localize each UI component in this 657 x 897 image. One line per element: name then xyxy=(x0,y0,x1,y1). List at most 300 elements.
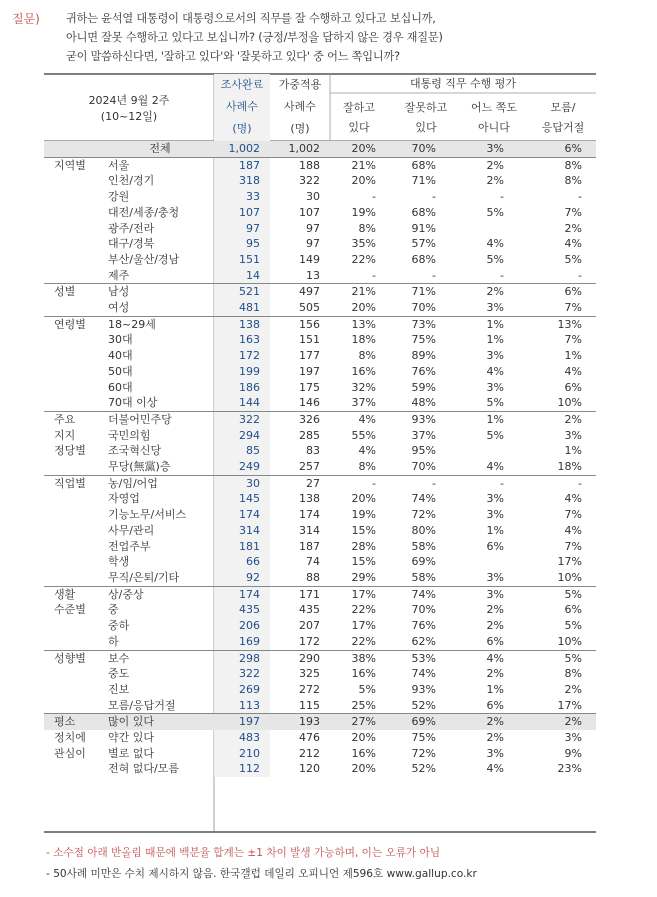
pct-neither: 3% xyxy=(450,586,522,602)
pct-neither: 4% xyxy=(486,364,504,378)
pct-good: 20% xyxy=(351,301,376,315)
sample-survey: 186 xyxy=(214,380,270,396)
pct-neither: 3% xyxy=(486,746,504,760)
sample-weighted: 149 xyxy=(299,252,320,266)
sample-weighted: 74 xyxy=(306,555,320,569)
sample-weighted: 175 xyxy=(299,380,320,394)
pct-bad: 75% xyxy=(411,333,436,347)
pct-good: - xyxy=(372,268,376,282)
pct-good: 20% xyxy=(351,492,376,506)
table-row xyxy=(44,268,596,284)
pct-bad: 57% xyxy=(411,237,436,251)
row-sub-label: 많이 있다 xyxy=(106,714,214,730)
pct-dk: 13% xyxy=(522,316,596,332)
pct-dk: 2% xyxy=(564,682,582,696)
pct-dk: 8% xyxy=(522,157,596,173)
sample-survey: 294 xyxy=(214,428,270,444)
pct-dk: 1% xyxy=(564,444,582,458)
pct-dk: 10% xyxy=(557,396,582,410)
row-sub-label: 강원 xyxy=(108,190,130,204)
pct-bad: 58% xyxy=(411,539,436,553)
sample-survey: 481 xyxy=(214,300,270,316)
sample-survey: 14 xyxy=(214,268,270,284)
table-row xyxy=(44,316,596,332)
pct-good: 38% xyxy=(328,650,386,666)
pct-neither: 2% xyxy=(450,284,522,300)
pct-dk: 2% xyxy=(522,411,596,427)
sample-survey: 298 xyxy=(214,650,270,666)
pct-good: 17% xyxy=(328,586,386,602)
pct-neither: 1% xyxy=(486,523,504,537)
table-row xyxy=(44,173,596,189)
sample-survey: 92 xyxy=(214,570,270,586)
row-group-label: 평소 xyxy=(44,714,106,730)
sample-weighted: 322 xyxy=(299,174,320,188)
pct-bad: 76% xyxy=(411,364,436,378)
pct-bad: 75% xyxy=(411,731,436,745)
pct-dk: - xyxy=(578,190,582,204)
sample-weighted: 290 xyxy=(270,650,328,666)
row-group-label xyxy=(44,348,106,364)
table-row xyxy=(44,507,596,523)
pct-bad: 80% xyxy=(411,523,436,537)
sample-survey: 113 xyxy=(214,698,270,714)
sample-weighted: 83 xyxy=(306,444,320,458)
pct-dk: 4% xyxy=(564,364,582,378)
table-row xyxy=(44,459,596,475)
pct-neither: 1% xyxy=(450,411,522,427)
sample-weighted: 120 xyxy=(299,762,320,776)
pct-neither: 3% xyxy=(486,301,504,315)
pct-neither: - xyxy=(500,190,504,204)
pct-dk: - xyxy=(578,268,582,282)
pct-dk: 2% xyxy=(564,221,582,235)
table-row xyxy=(44,634,596,650)
table-row xyxy=(44,411,596,427)
pct-dk: 5% xyxy=(564,619,582,633)
table-header xyxy=(44,74,596,141)
sample-survey: 210 xyxy=(214,746,270,762)
row-group-label xyxy=(44,570,106,586)
row-sub-label: 대구/경북 xyxy=(108,237,155,251)
pct-dk: 10% xyxy=(557,570,582,584)
pct-neither: 2% xyxy=(450,714,522,730)
row-group-label xyxy=(44,395,106,411)
row-sub-label: 제주 xyxy=(108,268,130,282)
row-sub-label: 국민의힘 xyxy=(108,428,151,442)
pct-bad: 91% xyxy=(411,221,436,235)
pct-good: 22% xyxy=(351,603,376,617)
pct-good: 37% xyxy=(351,396,376,410)
sample-weighted: 314 xyxy=(299,523,320,537)
pct-bad: 68% xyxy=(411,252,436,266)
sample-survey: 107 xyxy=(214,205,270,221)
row-group-label xyxy=(44,507,106,523)
sample-survey: 269 xyxy=(214,682,270,698)
sample-weighted: 272 xyxy=(299,682,320,696)
table-row xyxy=(44,236,596,252)
sample-weighted: 27 xyxy=(270,475,328,491)
table-row xyxy=(44,141,596,157)
col-bad: 잘못하고 있다 xyxy=(404,101,448,134)
sample-survey: 169 xyxy=(214,634,270,650)
pct-good: 4% xyxy=(358,444,376,458)
pct-neither: 4% xyxy=(450,650,522,666)
pct-good: 18% xyxy=(351,333,376,347)
pct-bad: 73% xyxy=(386,316,450,332)
pct-neither: 6% xyxy=(486,698,504,712)
row-group-label xyxy=(44,236,106,252)
sample-survey: 322 xyxy=(214,666,270,682)
row-group-label: 연령별 xyxy=(44,316,106,332)
pct-bad: 74% xyxy=(386,586,450,602)
row-sub-label: 서울 xyxy=(106,157,214,173)
pct-neither: 2% xyxy=(486,619,504,633)
table-row xyxy=(44,698,596,714)
question-label: 질문) xyxy=(12,12,40,26)
row-group-label xyxy=(44,141,106,157)
row-sub-label: 전업주부 xyxy=(108,539,151,553)
sample-survey: 95 xyxy=(214,236,270,252)
table-row xyxy=(44,618,596,634)
sample-weighted: 97 xyxy=(306,237,320,251)
sample-weighted: 325 xyxy=(299,667,320,681)
weighted-col: 가중적용 사례수 (명) xyxy=(278,78,322,135)
row-sub-label: 남성 xyxy=(106,284,214,300)
row-group-label xyxy=(44,252,106,268)
sample-survey: 249 xyxy=(214,459,270,475)
row-sub-label: 40대 xyxy=(108,349,133,363)
pct-good: 28% xyxy=(351,539,376,553)
pct-neither: 1% xyxy=(450,316,522,332)
row-sub-label: 대전/세종/충청 xyxy=(108,205,180,219)
pct-good: 19% xyxy=(351,508,376,522)
table-row xyxy=(44,746,596,762)
pct-good: 22% xyxy=(351,634,376,648)
sample-survey: 85 xyxy=(214,443,270,459)
pct-good: 20% xyxy=(351,174,376,188)
row-sub-label: 농/임/어업 xyxy=(106,475,214,491)
row-sub-label: 여성 xyxy=(108,301,130,315)
table-row xyxy=(44,539,596,555)
row-sub-label: 사무/관리 xyxy=(108,523,155,537)
row-sub-label: 전체 xyxy=(106,141,214,157)
col-dk: 모름/ 응답거절 xyxy=(541,101,585,134)
row-sub-label: 기능노무/서비스 xyxy=(108,508,187,522)
pct-bad: 70% xyxy=(386,141,450,157)
question-line-2: 아니면 잘못 수행하고 있다고 보십니까? (긍정/부정을 답하지 않은 경우 재질문) xyxy=(66,31,443,44)
sample-weighted: 476 xyxy=(299,731,320,745)
table-row xyxy=(44,570,596,586)
row-group-label xyxy=(44,491,106,507)
table-row xyxy=(44,443,596,459)
row-group-label xyxy=(44,268,106,284)
row-group-label xyxy=(44,539,106,555)
pct-dk: 2% xyxy=(522,714,596,730)
sample-weighted: 197 xyxy=(299,364,320,378)
pct-neither: 2% xyxy=(486,603,504,617)
row-group-label: 생활 xyxy=(44,586,106,602)
row-sub-label: 60대 xyxy=(108,380,133,394)
pct-neither: 2% xyxy=(486,174,504,188)
sample-weighted: 207 xyxy=(299,619,320,633)
sample-weighted: 156 xyxy=(270,316,328,332)
pct-neither: 4% xyxy=(486,460,504,474)
sample-survey: 435 xyxy=(214,602,270,618)
row-sub-label: 70대 이상 xyxy=(108,396,158,410)
pct-bad: 70% xyxy=(411,460,436,474)
pct-good: 17% xyxy=(351,619,376,633)
sample-weighted: 177 xyxy=(299,349,320,363)
table-row xyxy=(44,300,596,316)
pct-good: 20% xyxy=(351,762,376,776)
pct-neither: 6% xyxy=(486,539,504,553)
col-good: 잘하고 있다 xyxy=(343,101,375,134)
pct-dk: 6% xyxy=(564,380,582,394)
row-group-label xyxy=(44,364,106,380)
pct-bad: 93% xyxy=(386,411,450,427)
sample-survey: 163 xyxy=(214,332,270,348)
pct-neither: 2% xyxy=(450,157,522,173)
row-sub-label: 자영업 xyxy=(108,492,140,506)
pct-bad: - xyxy=(432,190,436,204)
sample-survey: 206 xyxy=(214,618,270,634)
sample-survey: 112 xyxy=(214,761,270,777)
sample-survey: 174 xyxy=(214,586,270,602)
pct-bad: 68% xyxy=(411,205,436,219)
pct-neither: 1% xyxy=(486,682,504,696)
footnote-rounding: - 소수점 아래 반올림 때문에 백분율 합계는 ±1 차이 발생 가능하며, 이는 오류가 아님 xyxy=(46,847,441,859)
pct-neither: 3% xyxy=(486,508,504,522)
pct-dk: - xyxy=(522,475,596,491)
sample-survey: 151 xyxy=(214,252,270,268)
question-line-3: 굳이 말씀하신다면, '잘하고 있다'와 '잘못하고 있다' 중 어느 쪽입니까? xyxy=(66,50,400,63)
sample-weighted: 212 xyxy=(299,746,320,760)
results-table xyxy=(44,141,596,777)
pct-bad: 52% xyxy=(411,698,436,712)
pct-good: 55% xyxy=(351,428,376,442)
table-row xyxy=(44,475,596,491)
pct-neither: - xyxy=(450,475,522,491)
row-sub-label: 부산/울산/경남 xyxy=(108,252,180,266)
pct-bad: 37% xyxy=(411,428,436,442)
pct-bad: 76% xyxy=(411,619,436,633)
row-group-label xyxy=(44,618,106,634)
sample-weighted: 151 xyxy=(299,333,320,347)
table-row xyxy=(44,221,596,237)
pct-dk: 18% xyxy=(557,460,582,474)
table-row xyxy=(44,714,596,730)
table-row xyxy=(44,380,596,396)
sample-weighted: 138 xyxy=(299,492,320,506)
pct-neither: 5% xyxy=(486,205,504,219)
row-group-label: 지역별 xyxy=(44,157,106,173)
pct-bad: 69% xyxy=(386,714,450,730)
table-row xyxy=(44,761,596,777)
pct-good: 8% xyxy=(358,349,376,363)
sample-weighted: 435 xyxy=(299,603,320,617)
sample-weighted: 172 xyxy=(299,634,320,648)
pct-bad: - xyxy=(432,268,436,282)
pct-bad: 52% xyxy=(411,762,436,776)
pct-dk: 5% xyxy=(522,650,596,666)
row-group-label: 정치에 xyxy=(54,731,86,745)
pct-dk: 17% xyxy=(557,555,582,569)
row-group-label xyxy=(44,634,106,650)
pct-good: 8% xyxy=(358,460,376,474)
row-sub-label: 무당(無黨)층 xyxy=(108,460,171,474)
pct-neither: 5% xyxy=(486,252,504,266)
table-row xyxy=(44,252,596,268)
pct-bad: 72% xyxy=(411,746,436,760)
row-group-label xyxy=(44,459,106,475)
sample-survey: 197 xyxy=(214,714,270,730)
pct-bad: 70% xyxy=(411,603,436,617)
table-row xyxy=(44,395,596,411)
row-sub-label: 50대 xyxy=(108,364,133,378)
row-group-label xyxy=(44,698,106,714)
sample-survey: 145 xyxy=(214,491,270,507)
footnote-source: - 50사례 미만은 수치 제시하지 않음. 한국갤럽 데일리 오피니언 제596호 www.gallup.co.kr xyxy=(46,868,477,880)
row-sub-label: 무직/은퇴/기타 xyxy=(108,570,180,584)
sample-weighted: 174 xyxy=(299,508,320,522)
table-row xyxy=(44,205,596,221)
row-sub-label: 30대 xyxy=(108,333,133,347)
pct-dk: 10% xyxy=(557,634,582,648)
pct-bad: 71% xyxy=(386,284,450,300)
row-group-label xyxy=(44,300,106,316)
row-group-label xyxy=(44,332,106,348)
sample-weighted: 146 xyxy=(299,396,320,410)
table-row xyxy=(44,348,596,364)
pct-good: 20% xyxy=(351,731,376,745)
sample-weighted: 257 xyxy=(299,460,320,474)
pct-neither: 3% xyxy=(486,349,504,363)
sample-survey: 172 xyxy=(214,348,270,364)
pct-good: 15% xyxy=(351,523,376,537)
row-sub-label: 상/중상 xyxy=(106,586,214,602)
pct-good: 13% xyxy=(328,316,386,332)
pct-neither: 4% xyxy=(486,237,504,251)
pct-good: 21% xyxy=(328,157,386,173)
sample-weighted: 193 xyxy=(270,714,328,730)
sample-survey: 318 xyxy=(214,173,270,189)
row-group-label: 정당별 xyxy=(54,444,86,458)
row-group-label xyxy=(44,523,106,539)
sample-weighted: 326 xyxy=(270,411,328,427)
pct-good: 21% xyxy=(328,284,386,300)
sample-survey: 66 xyxy=(214,554,270,570)
row-group-label xyxy=(44,554,106,570)
row-group-label xyxy=(44,221,106,237)
pct-bad: 69% xyxy=(411,555,436,569)
sample-weighted: 97 xyxy=(306,221,320,235)
row-sub-label: 학생 xyxy=(108,555,130,569)
pct-bad: 58% xyxy=(411,570,436,584)
row-sub-label: 인천/경기 xyxy=(108,174,155,188)
sample-survey: 138 xyxy=(214,316,270,332)
row-sub-label: 진보 xyxy=(108,682,130,696)
survey-done-col: 조사완료 사례수 (명) xyxy=(214,74,270,141)
question-line-1: 귀하는 윤석열 대통령이 대통령으로서의 직무를 잘 수행하고 있다고 보십니까, xyxy=(66,12,436,25)
row-sub-label: 보수 xyxy=(106,650,214,666)
row-group-label xyxy=(44,189,106,205)
pct-neither xyxy=(450,221,522,237)
pct-bad: 59% xyxy=(411,380,436,394)
pct-bad: 68% xyxy=(386,157,450,173)
pct-neither: 2% xyxy=(486,731,504,745)
pct-good: 35% xyxy=(351,237,376,251)
row-group-label xyxy=(44,761,106,777)
col-neither: 어느 쪽도 아니다 xyxy=(470,101,517,134)
sample-weighted: 88 xyxy=(306,570,320,584)
pct-good: 19% xyxy=(351,205,376,219)
sample-survey: 199 xyxy=(214,364,270,380)
sample-survey: 483 xyxy=(214,730,270,746)
sample-survey: 144 xyxy=(214,395,270,411)
row-sub-label: 모름/응답거절 xyxy=(108,698,176,712)
pct-dk: 5% xyxy=(564,252,582,266)
pct-good: 8% xyxy=(358,221,376,235)
sample-survey: 1,002 xyxy=(214,141,270,157)
sample-survey: 174 xyxy=(214,507,270,523)
pct-good: 32% xyxy=(351,380,376,394)
table-row xyxy=(44,157,596,173)
pct-good: 16% xyxy=(351,746,376,760)
pct-bad: 72% xyxy=(411,508,436,522)
pct-good: 22% xyxy=(351,252,376,266)
sample-weighted: 13 xyxy=(306,268,320,282)
pct-dk: 4% xyxy=(564,523,582,537)
table-row xyxy=(44,602,596,618)
pct-dk: 7% xyxy=(564,539,582,553)
table-row xyxy=(44,523,596,539)
sample-weighted: 115 xyxy=(299,698,320,712)
pct-dk: 5% xyxy=(522,586,596,602)
pct-bad: 74% xyxy=(411,492,436,506)
table-row xyxy=(44,554,596,570)
pct-neither: 3% xyxy=(486,380,504,394)
eval-title: 대통령 직무 수행 평가 xyxy=(409,77,517,90)
pct-good: 20% xyxy=(328,141,386,157)
pct-neither: 4% xyxy=(486,762,504,776)
period-label: 2024년 9월 2주 (10~12일) xyxy=(88,94,170,123)
pct-neither: - xyxy=(500,268,504,282)
row-sub-label: 별로 없다 xyxy=(108,746,155,760)
row-group-label xyxy=(44,173,106,189)
row-sub-label: 조국혁신당 xyxy=(108,444,162,458)
sample-survey: 33 xyxy=(214,189,270,205)
table-row xyxy=(44,364,596,380)
row-sub-label: 중도 xyxy=(108,667,130,681)
row-sub-label: 더불어민주당 xyxy=(106,411,214,427)
table-row xyxy=(44,586,596,602)
sample-weighted: 107 xyxy=(299,205,320,219)
pct-neither: 1% xyxy=(486,333,504,347)
pct-bad: 93% xyxy=(411,682,436,696)
pct-good: 29% xyxy=(351,570,376,584)
sample-weighted: 30 xyxy=(306,190,320,204)
table-row xyxy=(44,428,596,444)
sample-survey: 187 xyxy=(214,157,270,173)
pct-neither: 6% xyxy=(486,634,504,648)
pct-good: 4% xyxy=(328,411,386,427)
row-sub-label: 중 xyxy=(108,603,119,617)
pct-neither: 2% xyxy=(486,667,504,681)
pct-dk: 7% xyxy=(564,333,582,347)
sample-survey: 521 xyxy=(214,284,270,300)
pct-bad: 62% xyxy=(411,634,436,648)
